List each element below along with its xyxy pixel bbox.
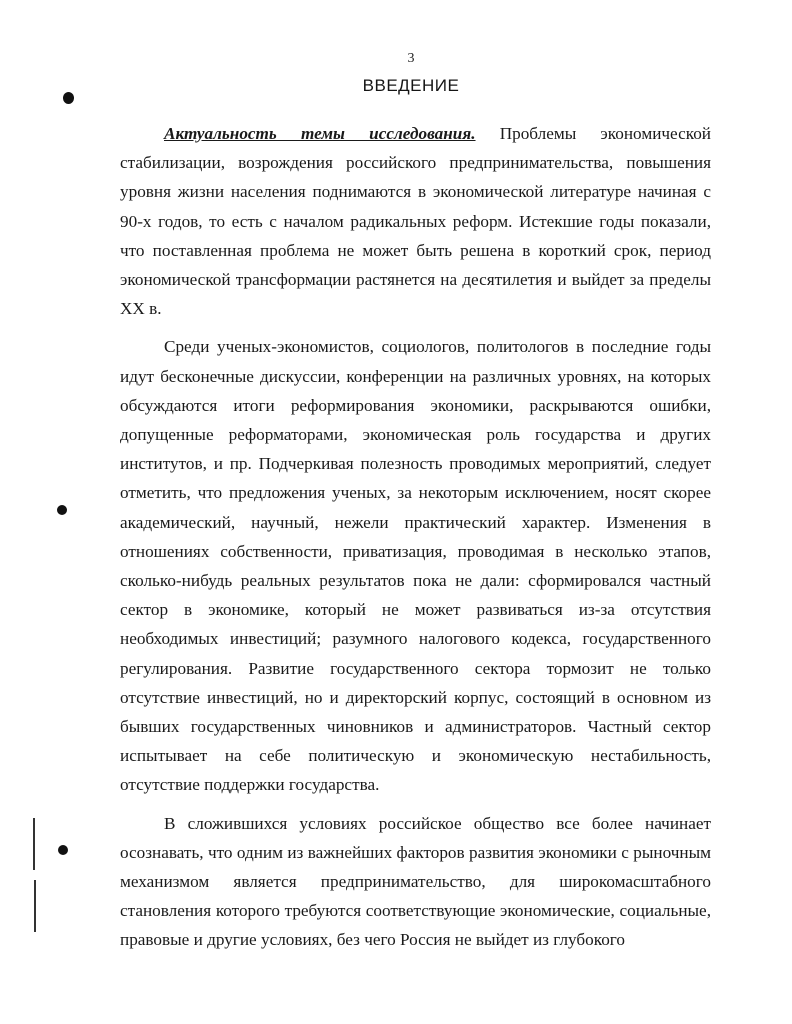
paragraph-2: Среди ученых-экономистов, социологов, политологов в последние годы идут бесконечные дискуссии, конференции на различных уровнях, на которых обсуждаются итоги реформирования экономики, раскрываются ошибки, допущенные реформаторами, экономическая роль государства и других институтов, и пр. Подчеркивая полезность проводимых мероприятий, следует отметить, что предложения ученых, за некоторым исключением, носят скорее академический, научный, нежели практический характер. Изменения в отношениях собственности, приватизация, проводимая в несколько этапов, сколько-нибудь реальных результатов пока не дали: сформировался частный сектор в экономике, который не может развиваться из-за отсутствия необходимых инвестиций; разумного налогового кодекса, государственного регулирования. Развитие государственного сектора тормозит не только отсутствие инвестиций, но и директорский корпус, состоящий в основном из бывших государственных чиновников и администраторов. Частный сектор испытывает на себе политическую и экономическую нестабильность, отсутствие поддержки государства. — [120, 337, 711, 795]
body-text — [120, 119, 711, 955]
scan-margin-line — [33, 818, 35, 870]
scan-hole-mark-middle — [57, 505, 67, 515]
paragraph-3: В сложившихся условиях российское общество все более начинает осознавать, что одним из важнейших факторов развития экономики с рыночным механизмом является предпринимательство, для широкомасштабного становления которого требуются соответствующие экономические, социальные, правовые и другие условиях, без чего Россия не выйдет из глубокого — [120, 813, 711, 950]
paragraph-text: Проблемы экономической стабилизации, возрождения российского предпринимательства, повышения уровня жизни населения поднимаются в экономической литературе начиная с 90-х годов, то есть с началом радикальных реформ. Истекшие годы показали, что поставленная проблема не может быть решена в короткий срок, период экономической трансформации растянется на десятилетия и выйдет за пределы XX в. — [120, 124, 711, 319]
paragraph-1 — [120, 119, 711, 323]
scan-margin-line-lower — [34, 880, 36, 932]
scan-hole-mark-bottom — [58, 845, 68, 855]
page-number: 3 — [407, 51, 415, 66]
section-heading: ВВЕДЕНИЕ — [362, 76, 460, 95]
paragraph-lead-term: Актуальность темы исследования. — [164, 124, 476, 143]
